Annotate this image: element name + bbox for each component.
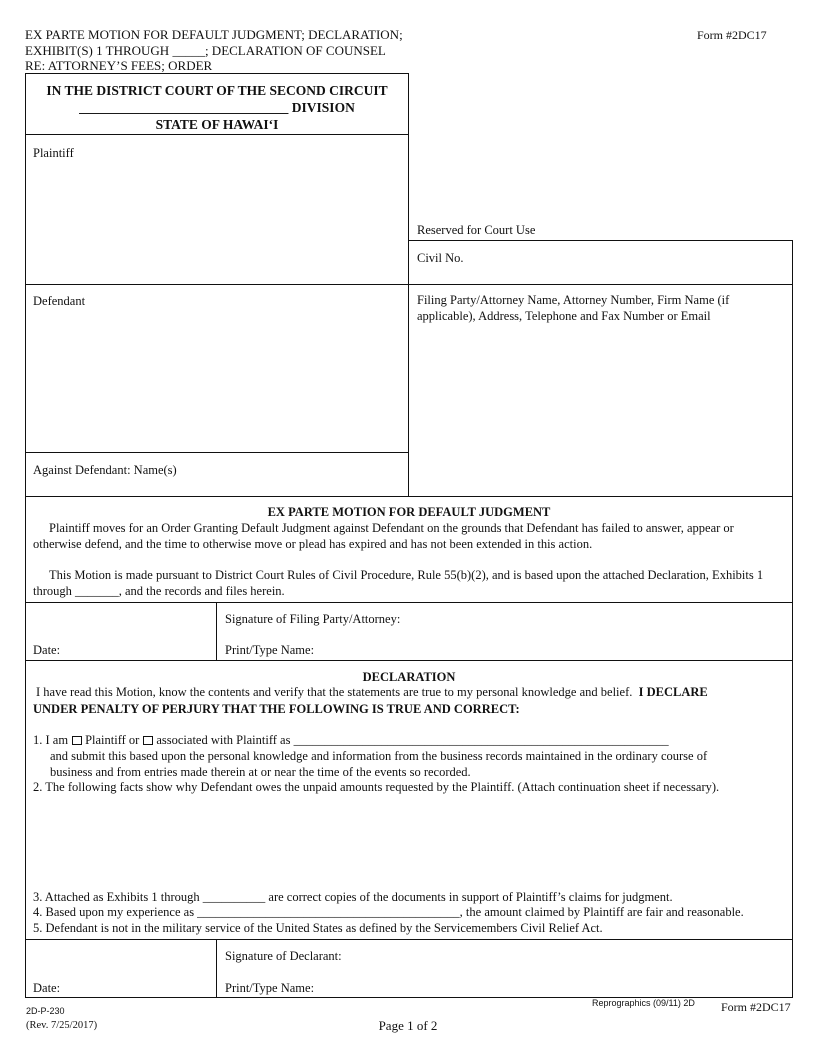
motion-date-label: Date:: [33, 643, 61, 657]
plaintiff-checkbox[interactable]: [72, 736, 82, 745]
against-defendant-label: Against Defendant: Name(s): [33, 463, 177, 477]
signature-declarant-field[interactable]: [355, 943, 785, 965]
form-title-line3: RE: ATTORNEY’S FEES; ORDER: [25, 58, 213, 73]
footer-revision: (Rev. 7/25/2017): [26, 1020, 98, 1031]
motion-date-field[interactable]: [70, 636, 210, 656]
form-number: Form #2DC17: [697, 28, 767, 42]
declaration-date-label: Date:: [33, 981, 61, 995]
form-title-line2: EXHIBIT(S) 1 THROUGH _____; DECLARATION OF COUNSEL: [25, 43, 386, 58]
plaintiff-field[interactable]: [27, 160, 405, 280]
print-name-field[interactable]: [325, 636, 785, 656]
declaration-item-5: 5. Defendant is not in the military service of the United States as defined by the Servicemembers Civil Relief Act.: [33, 921, 603, 935]
declarant-print-name-field[interactable]: [325, 974, 785, 994]
facts-field[interactable]: [50, 796, 785, 882]
declaration-intro-bold-b: UNDER PENALTY OF PERJURY THAT THE FOLLOWING IS TRUE AND CORRECT:: [33, 702, 520, 716]
reserved-court-use-label: Reserved for Court Use: [417, 223, 536, 237]
declaration-item-1-line2: and submit this based upon the personal knowledge and information from the business records maintained in the ordinary course of: [50, 749, 708, 763]
plaintiff-label: Plaintiff: [33, 146, 74, 160]
motion-heading: EX PARTE MOTION FOR DEFAULT JUDGMENT: [267, 505, 551, 519]
declarant-print-name-label: Print/Type Name:: [225, 981, 315, 995]
civil-no-label: Civil No.: [417, 251, 464, 265]
motion-paragraph-2: This Motion is made pursuant to District Court Rules of Civil Procedure, Rule 55(b)(2), and is based upon the attached Declaration, Exhibits 1 through _______, and the records and files herein.: [33, 568, 764, 599]
declaration-date-field[interactable]: [70, 974, 210, 994]
civil-no-field[interactable]: [475, 246, 785, 278]
declaration-intro: [36, 684, 788, 700]
declaration-item-1: [33, 732, 669, 748]
declaration-intro-text: I have read this Motion, know the contents and verify that the statements are true to my personal knowledge and belief.: [36, 685, 633, 699]
item1-prefix: 1. I am: [33, 733, 69, 747]
defendant-field[interactable]: [27, 308, 405, 448]
signature-filing-party-label: Signature of Filing Party/Attorney:: [225, 612, 401, 626]
signature-declarant-label: Signature of Declarant:: [225, 949, 342, 963]
associated-checkbox[interactable]: [143, 736, 153, 745]
footer-form-number: Form #2DC17: [721, 1000, 791, 1014]
print-name-label: Print/Type Name:: [225, 643, 315, 657]
page-number: Page 1 of 2: [378, 1018, 438, 1033]
declaration-item-3: 3. Attached as Exhibits 1 through __________ are correct copies of the documents in support of Plaintiff’s claims for judgment.: [33, 890, 673, 904]
court-line1: IN THE DISTRICT COURT OF THE SECOND CIRCUIT: [46, 83, 388, 98]
footer-reprographics: Reprographics (09/11) 2D: [592, 998, 695, 1008]
declaration-heading: DECLARATION: [362, 670, 456, 684]
motion-paragraph-1: Plaintiff moves for an Order Granting Default Judgment against Defendant on the grounds that Defendant has failed to answer, appear or otherwise defend, and the time to otherwise move or plead has expired and has not been extended in this action.: [33, 521, 734, 552]
item1-plaintiff-label: Plaintiff or: [85, 733, 140, 747]
declaration-intro-bold-a: I DECLARE: [638, 685, 708, 699]
form-title-line1: EX PARTE MOTION FOR DEFAULT JUDGMENT; DECLARATION;: [25, 27, 403, 42]
signature-filing-party-field[interactable]: [420, 606, 785, 628]
declaration-item-4: 4. Based upon my experience as __________________________________________, the amount claimed by Plaintiff are fair and reasonable.: [33, 905, 744, 919]
item1-associated-label: associated with Plaintiff as ____________________________________________________________: [156, 733, 669, 747]
court-line2: _______________________________ DIVISION: [79, 99, 355, 115]
court-heading-box: [25, 73, 409, 135]
filing-party-label: Filing Party/Attorney Name, Attorney Number, Firm Name (if applicable), Address, Telephone and Fax Number or Email: [417, 293, 730, 324]
court-line3: STATE OF HAWAI‘I: [155, 116, 279, 132]
declaration-item-2: 2. The following facts show why Defendant owes the unpaid amounts requested by the Plaintiff. (Attach continuation sheet if necessary).: [33, 780, 720, 794]
defendant-label: Defendant: [33, 294, 86, 308]
filing-party-field[interactable]: [411, 330, 789, 490]
footer-form-code: 2D-P-230: [26, 1006, 65, 1016]
declaration-item-1-line3: business and from entries made therein at or near the time of the events so recorded.: [50, 765, 471, 779]
